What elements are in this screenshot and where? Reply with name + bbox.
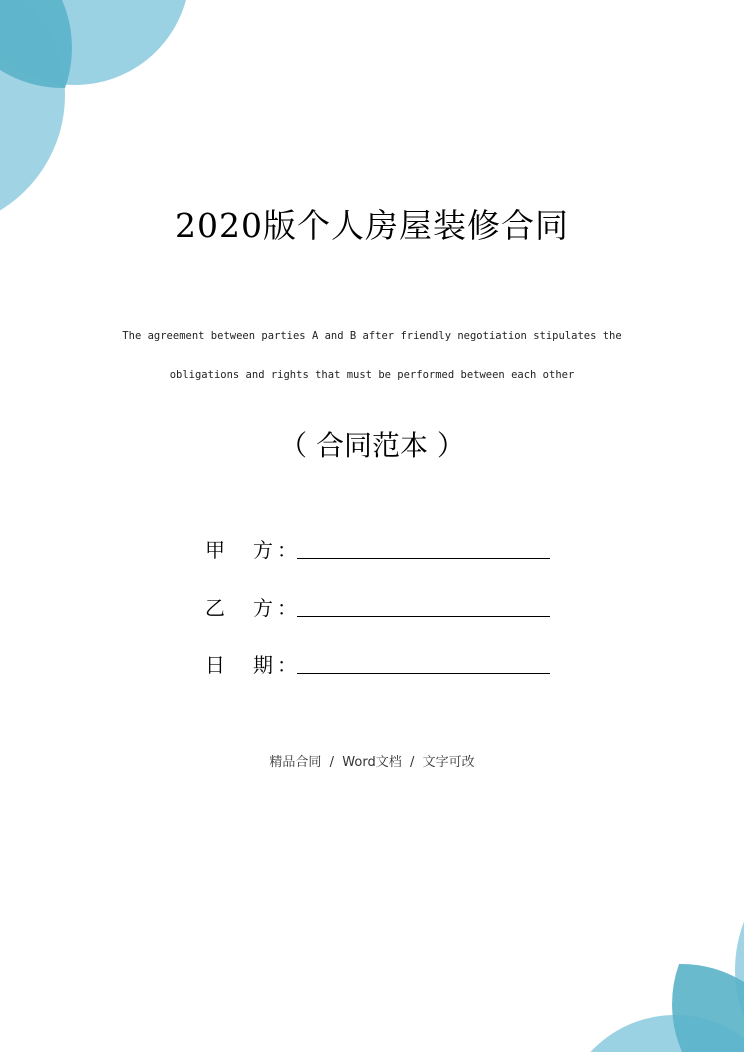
top-left-circles [0, 0, 190, 230]
document-title: 2020版个人房屋装修合同 [175, 206, 569, 245]
date-char2: 期 [253, 653, 273, 677]
party-a-colon: ： [277, 538, 297, 562]
party-a-underline[interactable] [297, 558, 550, 559]
date-char1: 日 [205, 653, 225, 677]
subtitle-line-2: obligations and rights that must be performed between each other [169, 369, 575, 381]
party-b-label [205, 592, 273, 621]
document-type: （ 合同范本 ） [279, 429, 465, 462]
party-a-char1: 甲 [205, 538, 225, 562]
party-b-underline[interactable] [297, 616, 550, 617]
date-colon: ： [277, 653, 297, 677]
date-underline[interactable] [297, 673, 550, 674]
party-b-char2: 方 [253, 596, 273, 620]
footer-tagline: 精品合同 / Word文档 / 文字可改 [269, 755, 475, 770]
party-a-field[interactable] [205, 534, 550, 566]
party-b-colon: ： [277, 596, 297, 620]
date-field[interactable] [205, 649, 550, 681]
date-label [205, 649, 273, 678]
party-a-char2: 方 [253, 538, 273, 562]
party-b-char1: 乙 [205, 596, 225, 620]
party-b-field[interactable] [205, 592, 550, 624]
party-a-label [205, 534, 273, 563]
bottom-right-circles [560, 835, 744, 1052]
subtitle-line-1: The agreement between parties A and B after friendly negotiation stipulates the [122, 330, 622, 342]
